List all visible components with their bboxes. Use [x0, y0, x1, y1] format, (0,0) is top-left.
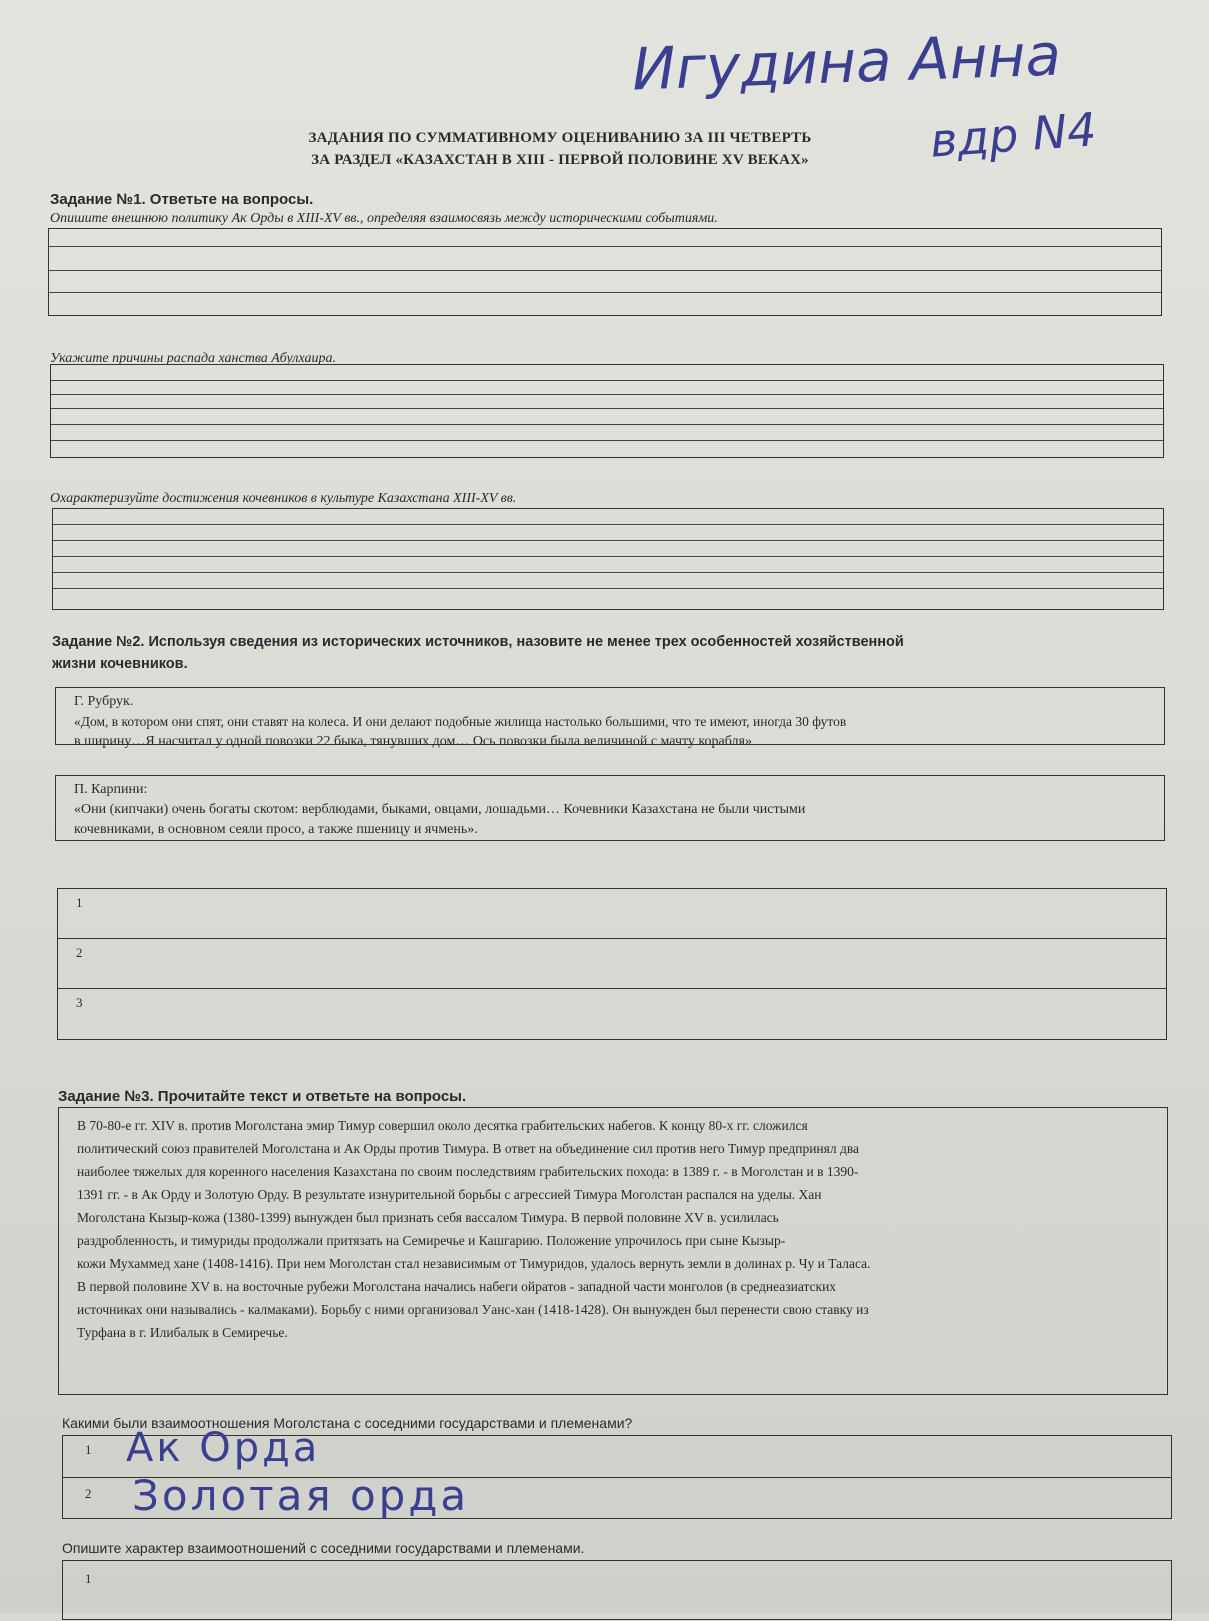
- text-line: кожи Мухаммед хане (1408-1416). При нем Моголстан стал независимым от Тимуридов, удалось вернуть земли в долинах р. Чу и Таласа.: [77, 1256, 871, 1271]
- task1-answer-lines3: [52, 508, 1164, 610]
- task1-question3: Охарактеризуйте достижения кочевников в культуре Казахстана XIII-XV вв.: [50, 491, 517, 506]
- handwritten-student-name: Игудина Анна: [630, 20, 1063, 104]
- source-rubruk-quote-line2: в ширину…Я насчитал у одной повозки 22 быка, тянувших дом… Ось повозки была величиной с мачту корабля»: [74, 734, 752, 749]
- text-line: раздробленность, и тимуриды продолжали притязать на Семиречье и Кашгарию. Положение упрочилось при сыне Кызыр-: [77, 1233, 786, 1248]
- text-line: Моголстана Кызыр-кожа (1380-1399) вынужден был признать себя вассалом Тимура. В первой половине XV в. усилилась: [77, 1210, 779, 1225]
- task1-heading: Задание №1. Ответьте на вопросы.: [50, 191, 314, 208]
- answer-line[interactable]: [49, 247, 1161, 271]
- worksheet-title-line2: ЗА РАЗДЕЛ «КАЗАХСТАН В XIII - ПЕРВОЙ ПОЛОВИНЕ XV ВЕКАХ»: [311, 152, 809, 168]
- text-line: источниках они назывались - калмаками). Борьбу с ними организовал Уанс-хан (1418-1428). Он вынужден был перенести свою ставку из: [77, 1302, 869, 1317]
- answer-line[interactable]: [53, 509, 1163, 525]
- task1-answer-lines1: [48, 228, 1162, 316]
- task3-q2-answer-table: [62, 1560, 1172, 1620]
- task2-answer-row-2[interactable]: [58, 939, 1166, 989]
- text-line: наиболее тяжелых для коренного населения Казахстана по своим последствиям грабительских похода: в 1389 г. - в Моголстан и в 1390-: [77, 1164, 859, 1179]
- source-rubruk-author: Г. Рубрук.: [74, 694, 134, 709]
- answer-line[interactable]: [49, 293, 1161, 313]
- row-number: 2: [76, 945, 83, 960]
- source-karpini-box: [55, 775, 1165, 841]
- task2-answer-row-1[interactable]: [58, 889, 1166, 939]
- handwritten-answer-1: Ак Орда: [126, 1425, 321, 1471]
- row-number: 1: [76, 895, 83, 910]
- handwritten-class-label: вдр N4: [928, 102, 1099, 168]
- answer-line[interactable]: [49, 229, 1161, 247]
- text-line: 1391 гг. - в Ак Орду и Золотую Орду. В результате изнурительной борьбы с агрессией Тимура Моголстан распался на уделы. Хан: [77, 1187, 822, 1202]
- task2-answer-table: [57, 888, 1167, 1040]
- answer-line[interactable]: [53, 525, 1163, 541]
- answer-line[interactable]: [53, 557, 1163, 573]
- source-karpini-author: П. Карпини:: [74, 782, 148, 797]
- source-karpini-quote-line2: кочевниками, в основном сеяли просо, а также пшеницу и ячмень».: [74, 822, 478, 837]
- task1-question2: Укажите причины распада ханства Абулхаира.: [50, 351, 336, 366]
- task3-question1: Какими были взаимоотношения Моголстана с соседними государствами и племенами?: [62, 1415, 633, 1431]
- task2-heading-line2: жизни кочевников.: [52, 656, 188, 672]
- worksheet-title-line1: ЗАДАНИЯ ПО СУММАТИВНОМУ ОЦЕНИВАНИЮ ЗА III ЧЕТВЕРТЬ: [308, 130, 812, 146]
- row-number: 1: [85, 1571, 92, 1586]
- task3-question2: Опишите характер взаимоотношений с соседними государствами и племенами.: [62, 1540, 585, 1556]
- text-line: В 70-80-е гг. XIV в. против Моголстана эмир Тимур совершил около десятка грабительских набегов. К концу 80-х гг. сложился: [77, 1118, 808, 1133]
- task1-answer-lines2: [50, 364, 1164, 458]
- text-line: политический союз правителей Моголстана и Ак Орды против Тимура. В ответ на объединение сил против него Тимур предпринял два: [77, 1141, 860, 1156]
- answer-line[interactable]: [53, 573, 1163, 589]
- source-rubruk-quote-line1: «Дом, в котором они спят, они ставят на колеса. И они делают подобные жилища настолько большими, что те имеют, иногда 30 футов: [74, 714, 847, 729]
- text-line: Турфана в г. Илибалык в Семиречье.: [77, 1325, 288, 1340]
- answer-line[interactable]: [51, 425, 1163, 441]
- task3-heading: Задание №3. Прочитайте текст и ответьте на вопросы.: [58, 1088, 467, 1105]
- row-number: 1: [85, 1442, 92, 1457]
- answer-line[interactable]: [51, 395, 1163, 409]
- handwritten-answer-2: Золотая орда: [132, 1471, 470, 1520]
- row-number: 2: [85, 1486, 92, 1501]
- answer-line[interactable]: [53, 541, 1163, 557]
- answer-line[interactable]: [51, 409, 1163, 425]
- text-line: В первой половине XV в. на восточные рубежи Моголстана начались набеги ойратов - западной части монголов (в среднеазиатских: [77, 1279, 837, 1294]
- source-karpini-quote-line1: «Они (кипчаки) очень богаты скотом: верблюдами, быками, овцами, лошадьми… Кочевники Казахстана не были чистыми: [74, 802, 806, 817]
- answer-line[interactable]: [53, 589, 1163, 605]
- answer-line[interactable]: [51, 441, 1163, 455]
- task2-answer-row-3[interactable]: [58, 989, 1166, 1039]
- answer-line[interactable]: [51, 381, 1163, 395]
- task2-heading-line1: Задание №2. Используя сведения из исторических источников, назовите не менее трех особенностей хозяйственной: [52, 634, 904, 650]
- task3-q2-answer-row-1[interactable]: [63, 1561, 1171, 1621]
- task3-text-box: [58, 1107, 1168, 1395]
- source-rubruk-box: [55, 687, 1165, 749]
- answer-line[interactable]: [49, 271, 1161, 293]
- row-number: 3: [76, 995, 83, 1010]
- answer-line[interactable]: [51, 365, 1163, 381]
- task1-question1: Опишите внешнюю политику Ак Орды в XIII-XV вв., определяя взаимосвязь между историческими событиями.: [50, 211, 718, 226]
